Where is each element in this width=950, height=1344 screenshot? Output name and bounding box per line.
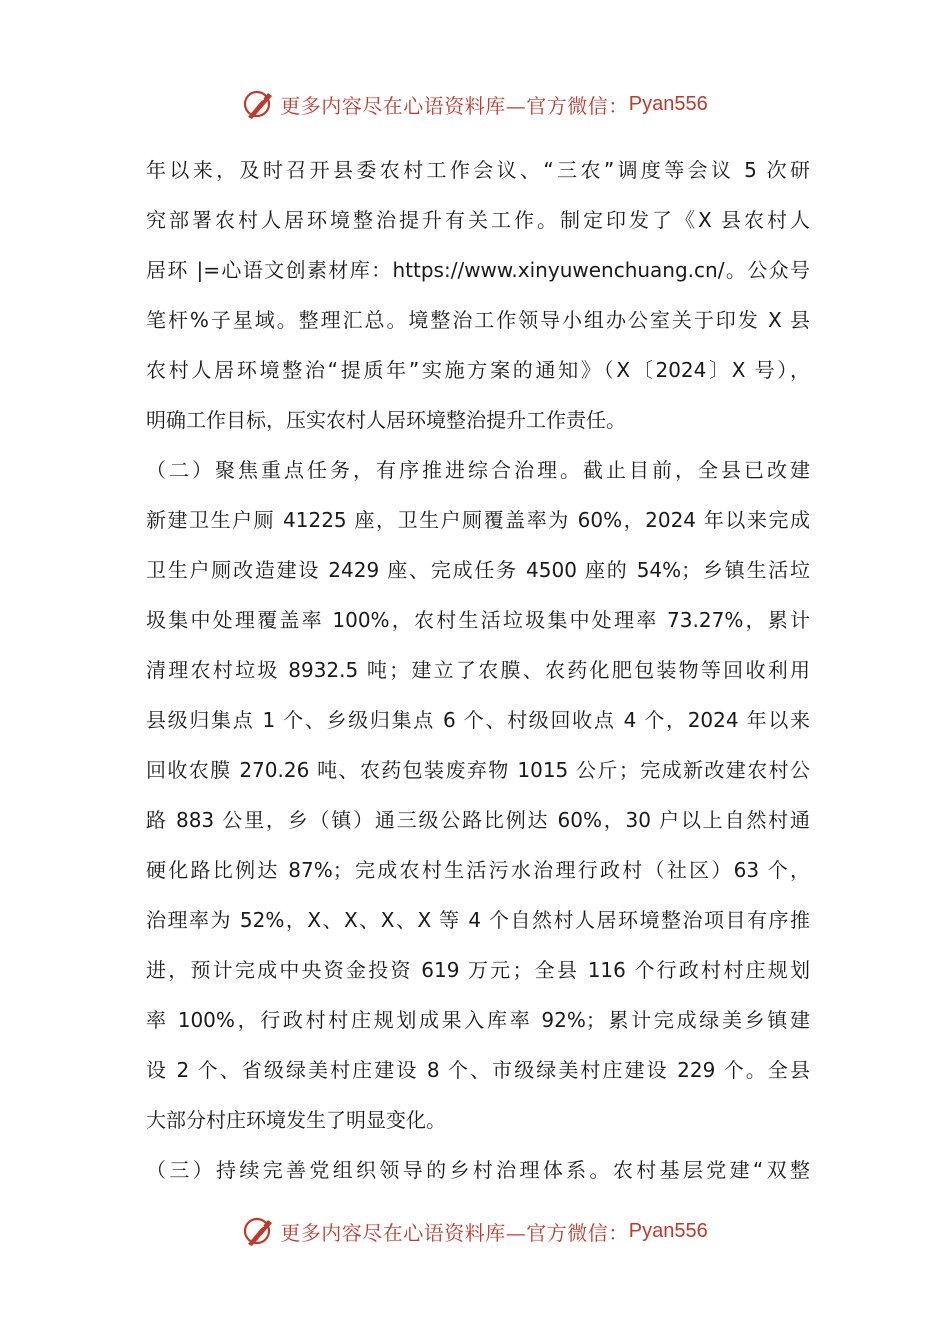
text-line-2: 究部署农村人居环境整治提升有关工作。制定印发了《X 县农村人 [146, 208, 810, 232]
text-line-3: 居环 |=心语文创素材库：https://www.xinyuwenchuang.cn/。公众号 [146, 258, 810, 282]
text-line-6: 明确工作目标，压实农村人居环境整治提升工作责任。 [146, 408, 626, 432]
document-body [146, 145, 810, 1195]
text-line-10: 圾集中处理覆盖率 100%，农村生活垃圾集中处理率 73.27%，累计 [146, 608, 810, 632]
watermark-id: Pyan556 [628, 92, 708, 115]
watermark-text: 更多内容尽在心语资料库—官方微信： [280, 1220, 629, 1245]
text-line-11: 清理农村垃圾 8932.5 吨；建立了农膜、农药化肥包装物等回收利用 [146, 658, 810, 682]
text-line-16: 治理率为 52%，X、X、X、X 等 4 个自然村人居环境整治项目有序推 [146, 908, 810, 932]
text-line-7: （二）聚焦重点任务，有序推进综合治理。截止目前，全县已改建 [146, 458, 810, 482]
watermark-id: Pyan556 [628, 1219, 708, 1242]
pen-logo-icon [242, 87, 276, 121]
text-line-8: 新建卫生户厕 41225 座，卫生户厕覆盖率为 60%，2024 年以来完成 [146, 508, 810, 532]
text-line-12: 县级归集点 1 个、乡级归集点 6 个、村级回收点 4 个，2024 年以来 [146, 708, 810, 732]
text-line-18: 率 100%，行政村村庄规划成果入库率 92%；累计完成绿美乡镇建 [146, 1008, 810, 1032]
text-line-19: 设 2 个、省级绿美村庄建设 8 个、市级绿美村庄建设 229 个。全县 [146, 1058, 810, 1082]
text-line-5: 农村人居环境整治“提质年”实施方案的通知》（X〔2024〕X 号）， [146, 358, 810, 382]
watermark-banner-bottom [0, 1211, 950, 1251]
text-line-9: 卫生户厕改造建设 2429 座、完成任务 4500 座的 54%；乡镇生活垃 [146, 558, 810, 582]
watermark-text: 更多内容尽在心语资料库—官方微信： [280, 93, 629, 118]
text-line-17: 进，预计完成中央资金投资 619 万元；全县 116 个行政村村庄规划 [146, 958, 810, 982]
text-line-13: 回收农膜 270.26 吨、农药包装废弃物 1015 公斤；完成新改建农村公 [146, 758, 810, 782]
text-line-14: 路 883 公里，乡（镇）通三级公路比例达 60%，30 户以上自然村通 [146, 808, 810, 832]
text-line-21: （三）持续完善党组织领导的乡村治理体系。农村基层党建“双整 [146, 1158, 810, 1182]
pen-logo-icon [242, 1214, 276, 1248]
text-line-20: 大部分村庄环境发生了明显变化。 [146, 1108, 446, 1132]
text-line-4: 笔杆%子星域。整理汇总。境整治工作领导小组办公室关于印发 X 县 [146, 308, 810, 332]
watermark-banner-top [0, 84, 950, 124]
text-line-1: 年以来，及时召开县委农村工作会议、“三农”调度等会议 5 次研 [146, 158, 810, 182]
text-line-15: 硬化路比例达 87%；完成农村生活污水治理行政村（社区）63 个， [146, 858, 810, 882]
